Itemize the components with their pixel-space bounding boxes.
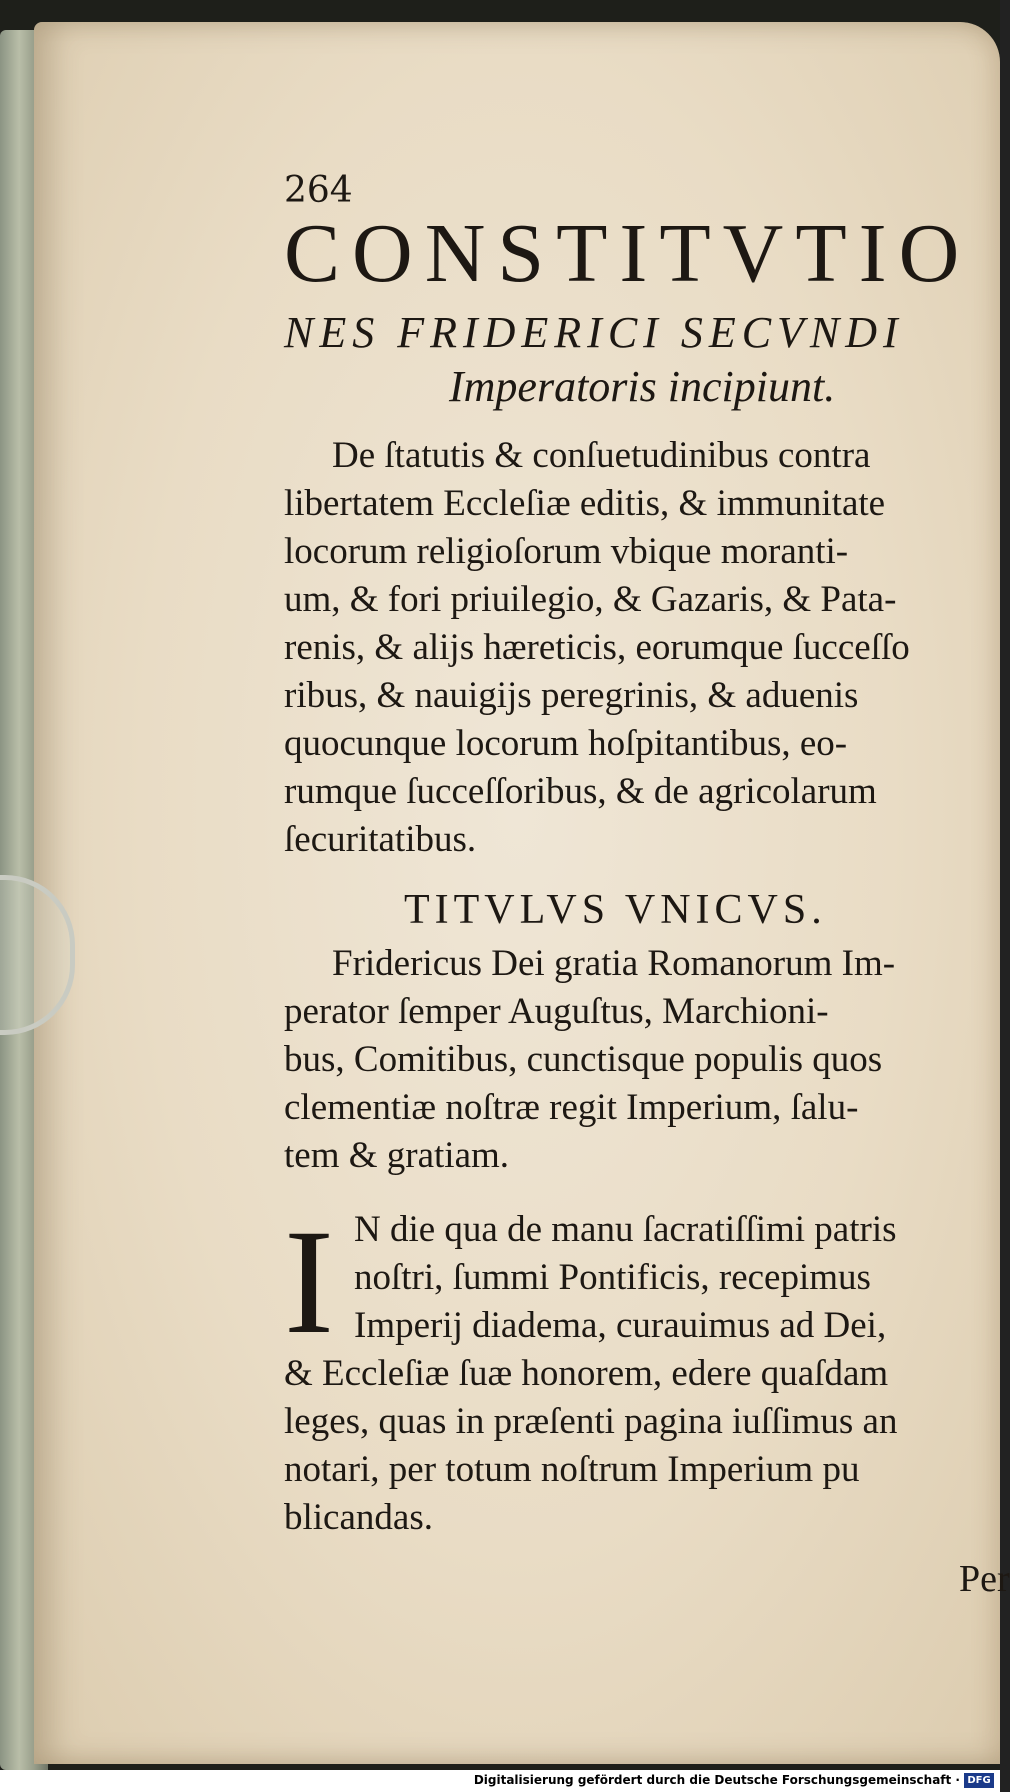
title-line-2: NES FRIDERICI SECVNDI [284,308,904,357]
intro-line: rumque ſucceſſoribus, & de agricolarum [284,771,877,812]
page-text-block [284,172,1004,1542]
salutation-line: Fridericus Dei gratia Romanorum Im- [332,943,896,984]
body-paragraph [284,1199,1004,1542]
drop-cap: I [284,1199,334,1365]
body-line: blicandas. [284,1497,433,1538]
footer-bar [0,1770,1000,1792]
intro-line: ſecuritatibus. [284,819,477,860]
intro-line: ribus, & nauigijs peregrinis, & aduenis [284,675,859,716]
salutation-paragraph [284,940,1004,1180]
footer-credit: Digitalisierung gefördert durch die Deutsche Forschungsgemeinschaft · [473,1773,960,1787]
intro-line: quocunque locorum hoſpitantibus, eo- [284,723,848,764]
page-number: 264 [284,170,353,211]
book-page [34,22,1010,1764]
titulus-heading: TITVLVS VNICVS. [404,887,827,933]
dfg-logo-icon: DFG [964,1773,994,1788]
intro-line: De ſtatutis & conſuetudinibus contra [332,435,871,476]
intro-line: libertatem Eccleſiæ editis, & immunitate [284,483,886,524]
catchword: Per [959,1558,1010,1600]
body-line: noſtri, ſummi Pontificis, recepimus [354,1257,871,1298]
title-line-3: Imperatoris incipiunt. [449,362,836,411]
salutation-line: clementiæ noſtræ regit Imperium, ſalu- [284,1087,859,1128]
body-line: notari, per totum noſtrum Imperium pu [284,1449,860,1490]
body-line: Imperij diadema, curauimus ad Dei, [354,1305,887,1346]
intro-line: um, & fori priuilegio, & Gazaris, & Pata- [284,579,897,620]
intro-line: locorum religioſorum vbique moranti- [284,531,849,572]
intro-paragraph [284,432,1004,864]
salutation-line: tem & gratiam. [284,1135,510,1176]
body-line: N die qua de manu ſacratiſſimi patris [354,1209,897,1250]
intro-line: renis, & alijs hæreticis, eorumque ſucceſſo [284,627,910,668]
body-line: & Eccleſiæ ſuæ honorem, edere quaſdam [284,1353,889,1394]
body-line: leges, quas in præſenti pagina iuſſimus an [284,1401,898,1442]
title-line-1: CONSTITVTIO [284,207,972,300]
salutation-line: bus, Comitibus, cunctisque populis quos [284,1039,883,1080]
salutation-line: perator ſemper Auguſtus, Marchioni- [284,991,829,1032]
